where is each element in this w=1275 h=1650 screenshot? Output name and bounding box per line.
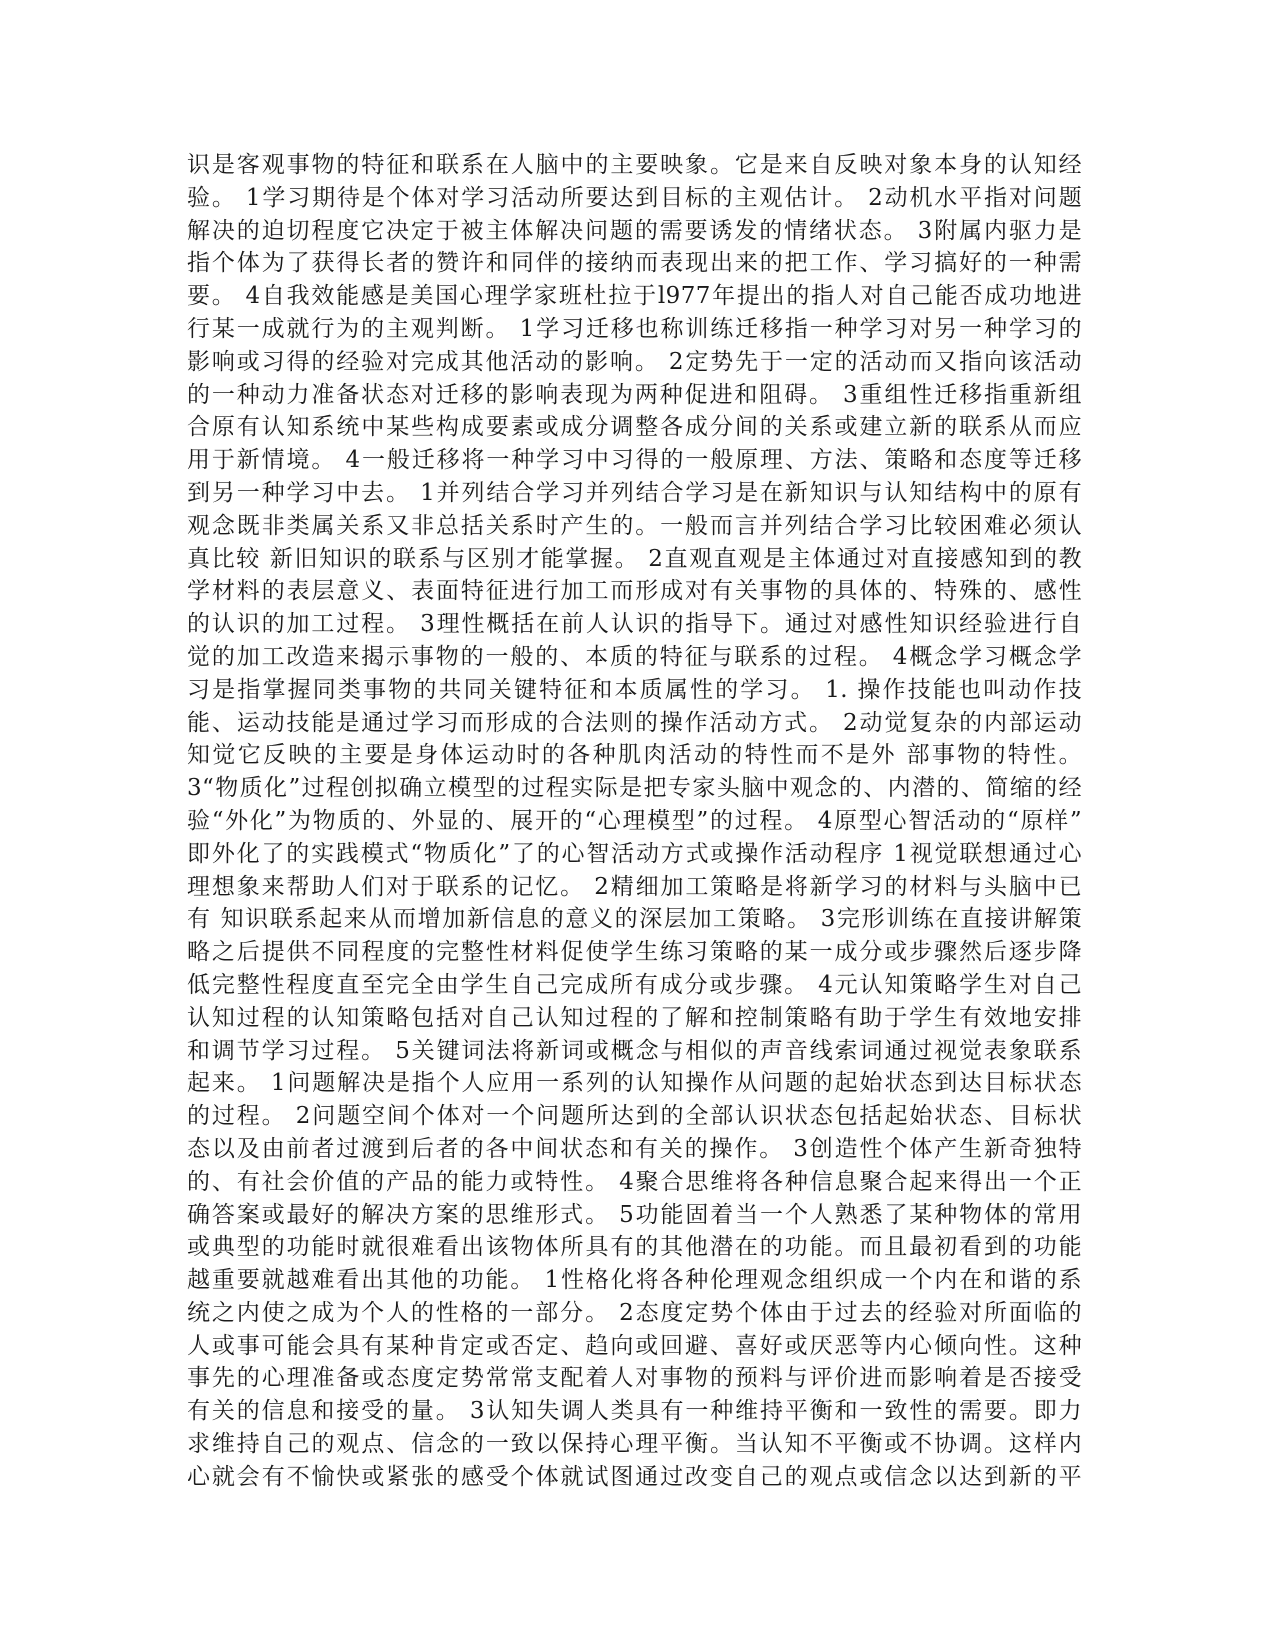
text-line: 合原有认知系统中某些构成要素或成分调整各成分间的关系或建立新的联系从而应 xyxy=(187,414,1082,441)
text-line: 要。 4自我效能感是美国心理学家班杜拉于l977年提出的指人对自己能否成功地进 xyxy=(187,283,1082,310)
text-line: 到另一种学习中去。 1并列结合学习并列结合学习是在新知识与认知结构中的原有 xyxy=(187,479,1082,506)
text-line: 能、运动技能是通过学习而形成的合法则的操作活动方式。 2动觉复杂的内部运动 xyxy=(187,709,1082,736)
text-line: 真比较 新旧知识的联系与区别才能掌握。 2直观直观是主体通过对直接感知到的教 xyxy=(187,545,1082,572)
text-line: 习是指掌握同类事物的共同关键特征和本质属性的学习。 1. 操作技能也叫动作技 xyxy=(187,676,1082,703)
text-line: 人或事可能会具有某种肯定或否定、趋向或回避、喜好或厌恶等内心倾向性。这种 xyxy=(187,1332,1082,1359)
text-line: 3“物质化”过程创拟确立模型的过程实际是把专家头脑中观念的、内潜的、简缩的经 xyxy=(187,775,1082,802)
text-line: 行某一成就行为的主观判断。 1学习迁移也称训练迁移指一种学习对另一种学习的 xyxy=(187,315,1082,342)
text-line: 识是客观事物的特征和联系在人脑中的主要映象。它是来自反映对象本身的认知经 xyxy=(187,152,1082,178)
text-line: 略之后提供不同程度的完整性材料促使学生练习策略的某一成分或步骤然后逐步降 xyxy=(187,939,1082,966)
text-line: 确答案或最好的解决方案的思维形式。 5功能固着当一个人熟悉了某种物体的常用 xyxy=(187,1201,1082,1228)
text-line: 观念既非类属关系又非总括关系时产生的。一般而言并列结合学习比较困难必须认 xyxy=(187,512,1082,539)
text-line: 即外化了的实践模式“物质化”了的心智活动方式或操作活动程序 1视觉联想通过心 xyxy=(187,840,1082,867)
text-line: 的认识的加工过程。 3理性概括在前人认识的指导下。通过对感性知识经验进行自 xyxy=(187,611,1082,638)
text-line: 态以及由前者过渡到后者的各中间状态和有关的操作。 3创造性个体产生新奇独特 xyxy=(187,1135,1082,1162)
text-line: 知觉它反映的主要是身体运动时的各种肌肉活动的特性而不是外 部事物的特性。 xyxy=(187,742,1082,769)
text-line: 验“外化”为物质的、外显的、展开的“心理模型”的过程。 4原型心智活动的“原样” xyxy=(187,807,1082,834)
text-line: 起来。 1问题解决是指个人应用一系列的认知操作从问题的起始状态到达目标状态 xyxy=(187,1070,1082,1097)
text-line: 或典型的功能时就很难看出该物体所具有的其他潜在的功能。而且最初看到的功能 xyxy=(187,1234,1082,1261)
text-line: 的过程。 2问题空间个体对一个问题所达到的全部认识状态包括起始状态、目标状 xyxy=(187,1103,1082,1130)
body-text xyxy=(187,149,1082,1494)
text-line: 指个体为了获得长者的赞许和同伴的接纳而表现出来的把工作、学习搞好的一种需 xyxy=(187,250,1082,277)
text-line: 低完整性程度直至完全由学生自己完成所有成分或步骤。 4元认知策略学生对自己 xyxy=(187,971,1082,998)
text-line: 求维持自己的观点、信念的一致以保持心理平衡。当认知不平衡或不协调。这样内 xyxy=(187,1431,1082,1458)
text-line: 和调节学习过程。 5关键词法将新词或概念与相似的声音线索词通过视觉表象联系 xyxy=(187,1037,1082,1064)
text-line: 解决的迫切程度它决定于被主体解决问题的需要诱发的情绪状态。 3附属内驱力是 xyxy=(187,217,1082,244)
text-line: 事先的心理准备或态度定势常常支配着人对事物的预料与评价进而影响着是否接受 xyxy=(187,1365,1082,1392)
text-line: 验。 1学习期待是个体对学习活动所要达到目标的主观估计。 2动机水平指对问题 xyxy=(187,184,1082,211)
text-line: 统之内使之成为个人的性格的一部分。 2态度定势个体由于过去的经验对所面临的 xyxy=(187,1299,1082,1326)
text-line: 学材料的表层意义、表面特征进行加工而形成对有关事物的具体的、特殊的、感性 xyxy=(187,578,1082,605)
text-line: 的一种动力准备状态对迁移的影响表现为两种促进和阻碍。 3重组性迁移指重新组 xyxy=(187,381,1082,408)
text-line: 的、有社会价值的产品的能力或特性。 4聚合思维将各种信息聚合起来得出一个正 xyxy=(187,1168,1082,1195)
text-line: 有关的信息和接受的量。 3认知失调人类具有一种维持平衡和一致性的需要。即力 xyxy=(187,1398,1082,1425)
text-line: 用于新情境。 4一般迁移将一种学习中习得的一般原理、方法、策略和态度等迁移 xyxy=(187,447,1082,474)
text-line: 有 知识联系起来从而增加新信息的意义的深层加工策略。 3完形训练在直接讲解策 xyxy=(187,906,1082,933)
text-line: 理想象来帮助人们对于联系的记忆。 2精细加工策略是将新学习的材料与头脑中已 xyxy=(187,873,1082,900)
text-line: 影响或习得的经验对完成其他活动的影响。 2定势先于一定的活动而又指向该活动 xyxy=(187,348,1082,375)
text-line: 认知过程的认知策略包括对自己认知过程的了解和控制策略有助于学生有效地安排 xyxy=(187,1004,1082,1031)
text-line: 心就会有不愉快或紧张的感受个体就试图通过改变自己的观点或信念以达到新的平 xyxy=(187,1463,1082,1490)
text-line: 越重要就越难看出其他的功能。 1性格化将各种伦理观念组织成一个内在和谐的系 xyxy=(187,1267,1082,1294)
text-line: 觉的加工改造来揭示事物的一般的、本质的特征与联系的过程。 4概念学习概念学 xyxy=(187,643,1082,670)
